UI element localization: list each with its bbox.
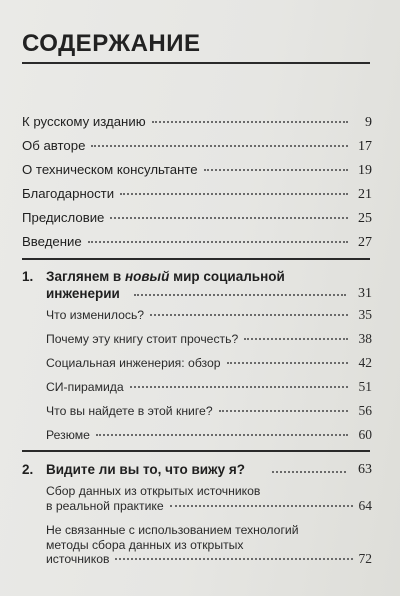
toc-section-label: Что изменилось? [46,308,145,322]
toc-section-page: 56 [358,403,372,418]
leader-dots [88,241,348,243]
chapter-title: Заглянем в новый мир социальной инженерии [46,269,285,301]
toc-section-label-line: в реальной практике [46,498,164,513]
toc-section-page: 38 [358,331,372,346]
toc-entry-page: 25 [358,211,372,226]
leader-dots [170,505,353,507]
chapter-number: 1. [22,269,34,284]
chapter-page: 31 [358,286,372,301]
toc-section-last-line [46,552,372,567]
leader-dots [130,386,348,388]
section-rule [22,450,370,452]
toc-entry-preface[interactable] [22,210,372,227]
toc-section-what-changed[interactable] [46,307,372,323]
toc-chapter-2[interactable] [22,461,372,479]
section-rule [22,258,370,260]
toc-section-overview[interactable] [46,355,372,371]
toc-section-last-line [46,499,372,514]
toc-entry-label: К русскому изданию [22,114,146,129]
toc-section-page: 35 [358,307,372,322]
leader-dots [120,193,348,195]
toc-entry-label: О техническом консультанте [22,162,198,177]
leader-dots [96,434,348,436]
chapter-title: Видите ли вы то, что вижу я? [46,462,245,477]
page-title: СОДЕРЖАНИЕ [22,30,201,57]
chapter-page: 63 [358,462,372,477]
toc-section-label: Что вы найдете в этой книге? [46,404,213,418]
toc-section-label: Почему эту книгу стоит прочесть? [46,332,239,346]
toc-section-page: 42 [358,355,372,370]
toc-entry-label: Благодарности [22,186,115,201]
toc-entry-technical-consultant[interactable] [22,162,372,179]
leader-dots [219,410,348,412]
toc-entry-label: Предисловие [22,210,105,225]
toc-entry-label: Введение [22,234,82,249]
toc-entry-page: 17 [358,139,372,154]
toc-section-label-line: источников [46,552,110,566]
toc-section-label: Резюме [46,428,90,442]
leader-dots [91,145,348,147]
leader-dots [227,362,348,364]
chapter-number: 2. [22,462,34,477]
leader-dots [272,471,346,473]
toc-section-osint-practice[interactable] [46,484,372,513]
toc-section-page: 72 [358,551,372,566]
toc-section-page: 64 [358,497,372,513]
leader-dots [152,121,348,123]
toc-section-label: СИ-пирамида [46,380,124,394]
toc-entry-page: 21 [358,187,372,202]
leader-dots [110,217,348,219]
toc-section-label-line: Сбор данных из открытых источников [46,484,261,498]
toc-section-page: 60 [358,427,372,442]
toc-entry-page: 9 [365,115,372,130]
toc-section-pyramid[interactable] [46,379,372,395]
toc-section-label-line: методы сбора данных из открытых [46,537,244,552]
toc-section-non-tech-osint[interactable] [46,523,372,567]
toc-section-summary[interactable] [46,427,372,443]
toc-section-what-you-find[interactable] [46,403,372,419]
leader-dots [150,314,348,316]
toc-section-label-line: Не связанные с использованием технологий [46,523,299,537]
leader-dots [115,558,352,560]
title-rule [22,62,370,64]
toc-entry-page: 19 [358,163,372,178]
toc-entry-page: 27 [358,235,372,250]
toc-chapter-1[interactable] [22,268,372,304]
toc-entry-acknowledgements[interactable] [22,186,372,203]
toc-section-label: Социальная инженерия: обзор [46,356,221,370]
toc-entry-foreword-russian[interactable] [22,114,372,131]
toc-entry-about-author[interactable] [22,138,372,155]
toc-entry-label: Об авторе [22,138,86,153]
leader-dots [244,338,348,340]
toc-section-page: 51 [358,379,372,394]
leader-dots [134,294,346,296]
toc-entry-introduction[interactable] [22,234,372,251]
leader-dots [204,169,348,171]
toc-section-why-read[interactable] [46,331,372,347]
